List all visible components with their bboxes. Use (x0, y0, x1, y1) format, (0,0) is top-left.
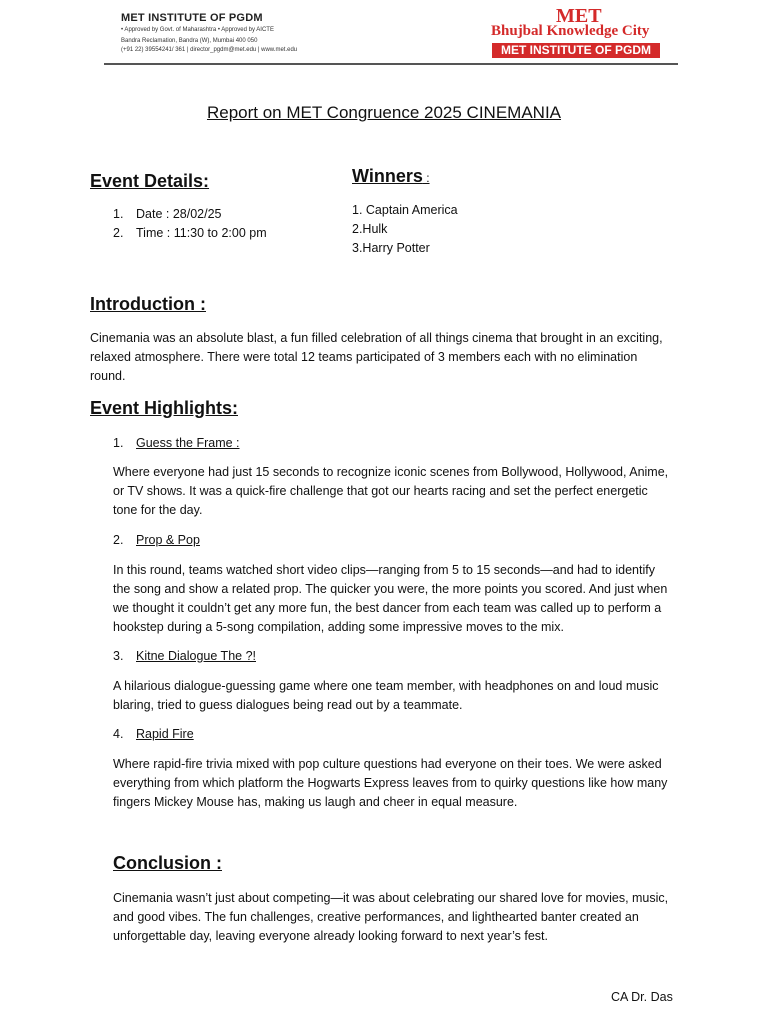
round-number: 1. (113, 436, 124, 450)
address-line: Bandra Reclamation, Bandra (W), Mumbai 400 050 (121, 38, 258, 44)
text-line: relaxed atmosphere. There were total 12 teams participated of 3 members each with no elimination (90, 350, 638, 364)
conclusion-body (113, 889, 693, 946)
introduction-heading: Introduction : (90, 294, 206, 314)
text-line: tone for the day. (113, 503, 203, 517)
event-detail-item (113, 205, 221, 224)
round-title (113, 434, 240, 453)
text-line: Where rapid-fire trivia mixed with pop culture questions had everyone on their toes. We were asked (113, 757, 662, 771)
text-line: everything from which platform the Hogwarts Express leaves from to quirky questions like how many (113, 776, 668, 790)
signature: CA Dr. Das (611, 990, 673, 1004)
event-detail-item (113, 224, 267, 243)
event-time: Time : 11:30 to 2:00 pm (136, 226, 267, 240)
report-title: Report on MET Congruence 2025 CINEMANIA (206, 103, 562, 122)
round-description (113, 463, 693, 520)
round-title (113, 725, 194, 744)
conclusion-heading: Conclusion : (113, 853, 222, 873)
text-line: or TV shows. It was a quick-fire challenge that got our hearts racing and set the perfect energetic (113, 484, 648, 498)
text-line: and good vibes. The fun challenges, creative performances, and lighthearted banter created an (113, 910, 639, 924)
round-number: 2. (113, 533, 124, 547)
winner-3: 3.Harry Potter (352, 241, 430, 255)
event-details-heading: Event Details: (90, 171, 210, 191)
approvals-line: • Approved by Govt. of Maharashtra • Approved by AICTE (121, 27, 274, 33)
event-date: Date : 28/02/25 (136, 207, 222, 221)
round-title-text: Guess the Frame : (136, 436, 240, 450)
winner-1: 1. Captain America (352, 203, 458, 217)
round-description (113, 561, 693, 637)
text-line: blaring, tried to guess dialogues being read out by a teammate. (113, 698, 463, 712)
text-line: Where everyone had just 15 seconds to recognize iconic scenes from Bollywood, Hollywood, Anime, (113, 465, 669, 479)
round-title-text: Rapid Fire (136, 727, 194, 741)
round-number: 4. (113, 727, 124, 741)
text-line: the song and show a related prop. The quicker you were, the more points you scored. And just when (113, 582, 668, 596)
text-line: In this round, teams watched short video clips—ranging from 5 to 15 seconds—and had to identify (113, 563, 655, 577)
brand-city-name: Bhujbal Knowledge City (491, 23, 650, 39)
winners-heading-text: Winners (352, 166, 423, 186)
brand-bar: MET INSTITUTE OF PGDM (492, 43, 660, 58)
round-title (113, 647, 256, 666)
institute-name: MET INSTITUTE OF PGDM (121, 12, 263, 24)
text-line: Cinemania wasn’t just about competing—it was about celebrating our shared love for movies, music, (113, 891, 669, 905)
met-logo-text: MET (556, 5, 602, 27)
round-description (113, 755, 693, 812)
round-description (113, 677, 693, 715)
event-highlights-heading: Event Highlights: (90, 398, 238, 418)
text-line: Cinemania was an absolute blast, a fun filled celebration of all things cinema that brought in an exciting, (90, 331, 663, 345)
text-line: we thought it couldn’t get any more fun, the best dancer from each team was called up to perform a (113, 601, 662, 615)
text-line: fingers Mickey Mouse has, making us laugh and cheer in equal measure. (113, 795, 518, 809)
text-line: A hilarious dialogue-guessing game where one team member, with headphones on and loud music (113, 679, 659, 693)
text-line: unforgettable day, leaving everyone already looking forward to next year’s fest. (113, 929, 548, 943)
text-line: hookstep during a 5-song compilation, adding some impressive moves to the mix. (113, 620, 564, 634)
text-line: round. (90, 369, 126, 383)
round-title-text: Prop & Pop (136, 533, 200, 547)
contact-line: (+91 22) 39554241/ 361 | director_pgdm@met.edu | www.met.edu (121, 47, 298, 53)
winner-2: 2.Hulk (352, 222, 388, 236)
round-title-text: Kitne Dialogue The ?! (136, 649, 256, 663)
item-number: 2. (113, 226, 124, 240)
winners-heading (352, 166, 430, 187)
introduction-body (90, 329, 690, 386)
round-number: 3. (113, 649, 124, 663)
round-title (113, 531, 200, 550)
header-divider (104, 63, 678, 65)
winners-colon: : (422, 171, 430, 185)
item-number: 1. (113, 207, 124, 221)
